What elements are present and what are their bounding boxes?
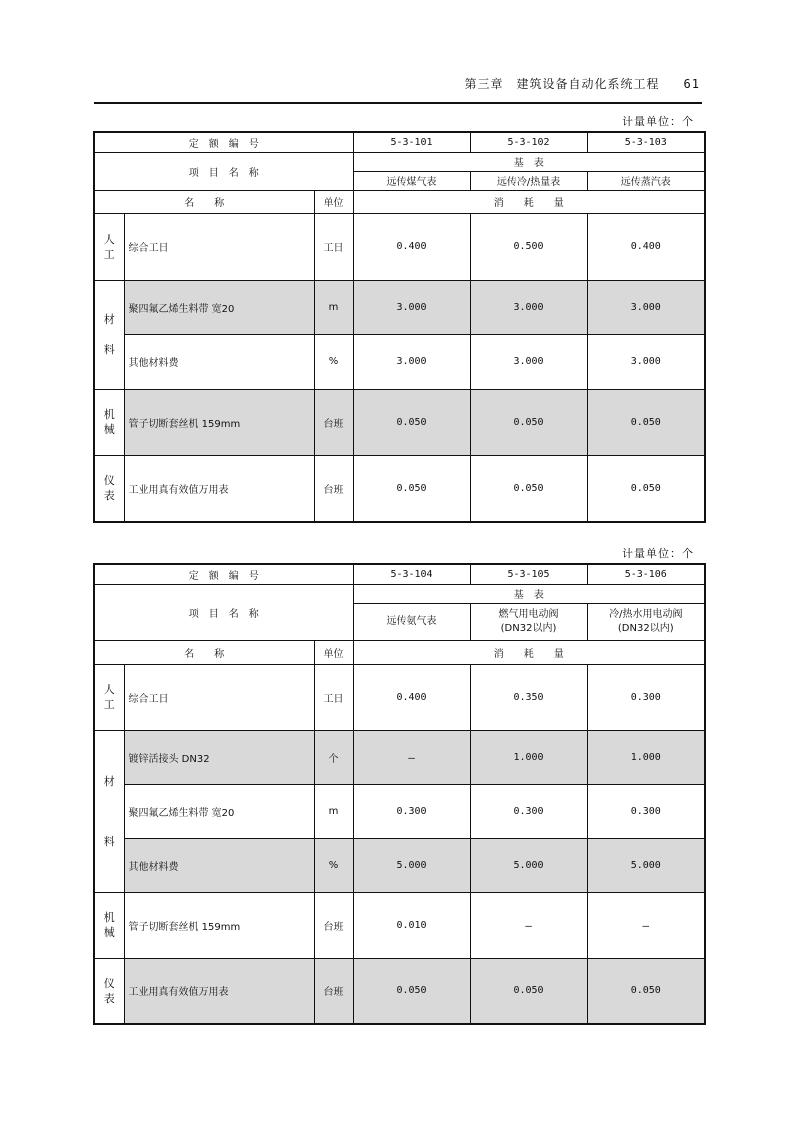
category-cell: 材 料 — [94, 280, 124, 389]
category-cell: 人 工 — [94, 213, 124, 280]
table-row — [94, 584, 705, 603]
resource-name: 管子切断套丝机 159mm — [124, 892, 314, 958]
category-cell: 人 工 — [94, 664, 124, 730]
value-cell: 0.350 — [470, 664, 587, 730]
resource-unit: m — [314, 280, 353, 334]
resource-unit: 台班 — [314, 892, 353, 958]
category-cell: 仪 表 — [94, 455, 124, 522]
quota-code: 5-3-103 — [587, 132, 705, 152]
page-header — [94, 72, 702, 104]
value-cell: 0.300 — [353, 784, 470, 838]
table-row — [94, 213, 705, 280]
value-cell: 5.000 — [470, 838, 587, 892]
value-cell: 0.400 — [587, 213, 705, 280]
resource-name: 其他材料费 — [124, 334, 314, 389]
column-header-unit: 单位 — [314, 190, 353, 213]
group-label: 基 表 — [353, 584, 705, 603]
unit-label: 计量单位：个 — [622, 115, 694, 128]
quota-code: 5-3-101 — [353, 132, 470, 152]
category-cell: 机 械 — [94, 892, 124, 958]
value-cell: 0.050 — [470, 455, 587, 522]
value-cell: 1.000 — [470, 730, 587, 784]
table-row — [94, 730, 705, 784]
table-row — [94, 455, 705, 522]
table-row — [94, 389, 705, 455]
value-cell: 0.300 — [587, 784, 705, 838]
value-cell: 3.000 — [587, 334, 705, 389]
value-cell: 3.000 — [470, 280, 587, 334]
column-header-name: 名 称 — [94, 190, 314, 213]
value-cell: 5.000 — [587, 838, 705, 892]
resource-unit: % — [314, 334, 353, 389]
resource-unit: 工日 — [314, 213, 353, 280]
table-row — [94, 334, 705, 389]
item-name-label: 项 目 名 称 — [94, 584, 353, 640]
quota-code: 5-3-106 — [587, 564, 705, 584]
group-label: 基 表 — [353, 152, 705, 171]
item-name: 远传煤气表 — [353, 171, 470, 190]
table-row — [94, 280, 705, 334]
table-row — [94, 190, 705, 213]
value-cell: 5.000 — [353, 838, 470, 892]
column-header-name: 名 称 — [94, 640, 314, 664]
value-cell: 3.000 — [353, 334, 470, 389]
resource-name: 镀锌活接头 DN32 — [124, 730, 314, 784]
quota-code: 5-3-105 — [470, 564, 587, 584]
table-row — [94, 784, 705, 838]
column-header-consumption: 消 耗 量 — [353, 190, 705, 213]
resource-unit: m — [314, 784, 353, 838]
value-cell: 0.500 — [470, 213, 587, 280]
resource-name: 其他材料费 — [124, 838, 314, 892]
quota-code: 5-3-104 — [353, 564, 470, 584]
value-cell: 3.000 — [587, 280, 705, 334]
value-cell: 0.300 — [470, 784, 587, 838]
resource-unit: 个 — [314, 730, 353, 784]
value-cell: 0.050 — [353, 389, 470, 455]
value-cell: — — [353, 730, 470, 784]
resource-unit: % — [314, 838, 353, 892]
column-header-consumption: 消 耗 量 — [353, 640, 705, 664]
chapter-title: 第三章 建筑设备自动化系统工程 — [464, 77, 660, 91]
category-cell: 仪 表 — [94, 958, 124, 1024]
resource-name: 工业用真有效值万用表 — [124, 958, 314, 1024]
quota-table-1 — [93, 131, 706, 523]
value-cell: 0.300 — [587, 664, 705, 730]
resource-unit: 工日 — [314, 664, 353, 730]
value-cell: 0.050 — [587, 455, 705, 522]
unit-label: 计量单位：个 — [622, 547, 694, 560]
quota-table-2 — [93, 563, 706, 1025]
value-cell: 0.400 — [353, 213, 470, 280]
value-cell: 3.000 — [353, 280, 470, 334]
resource-name: 综合工日 — [124, 664, 314, 730]
quota-code-label: 定 额 编 号 — [94, 564, 353, 584]
resource-name: 管子切断套丝机 159mm — [124, 389, 314, 455]
resource-unit: 台班 — [314, 958, 353, 1024]
header-text — [465, 75, 700, 92]
resource-name: 聚四氟乙烯生料带 宽20 — [124, 784, 314, 838]
table-row — [94, 958, 705, 1024]
resource-name: 综合工日 — [124, 213, 314, 280]
value-cell: 3.000 — [470, 334, 587, 389]
value-cell: 0.050 — [587, 389, 705, 455]
item-name: 远传蒸汽表 — [587, 171, 705, 190]
table-row — [94, 640, 705, 664]
value-cell: — — [470, 892, 587, 958]
item-name-label: 项 目 名 称 — [94, 152, 353, 190]
value-cell: 0.050 — [470, 958, 587, 1024]
category-cell: 材 料 — [94, 730, 124, 892]
value-cell: 1.000 — [587, 730, 705, 784]
value-cell: 0.050 — [587, 958, 705, 1024]
quota-code: 5-3-102 — [470, 132, 587, 152]
resource-name: 工业用真有效值万用表 — [124, 455, 314, 522]
category-cell: 机 械 — [94, 389, 124, 455]
value-cell: 0.050 — [353, 455, 470, 522]
quota-code-label: 定 额 编 号 — [94, 132, 353, 152]
item-name: 远传氨气表 — [353, 603, 470, 640]
table-row — [94, 838, 705, 892]
value-cell: 0.050 — [470, 389, 587, 455]
value-cell: — — [587, 892, 705, 958]
resource-name: 聚四氟乙烯生料带 宽20 — [124, 280, 314, 334]
item-name: 冷/热水用电动阀 (DN32以内) — [587, 603, 705, 640]
table-row — [94, 152, 705, 171]
table-row — [94, 564, 705, 584]
value-cell: 0.050 — [353, 958, 470, 1024]
resource-unit: 台班 — [314, 455, 353, 522]
item-name: 燃气用电动阀 (DN32以内) — [470, 603, 587, 640]
table-row — [94, 664, 705, 730]
table-row — [94, 132, 705, 152]
column-header-unit: 单位 — [314, 640, 353, 664]
page-number: 61 — [683, 77, 700, 91]
resource-unit: 台班 — [314, 389, 353, 455]
item-name: 远传冷/热量表 — [470, 171, 587, 190]
table-row — [94, 892, 705, 958]
value-cell: 0.400 — [353, 664, 470, 730]
value-cell: 0.010 — [353, 892, 470, 958]
